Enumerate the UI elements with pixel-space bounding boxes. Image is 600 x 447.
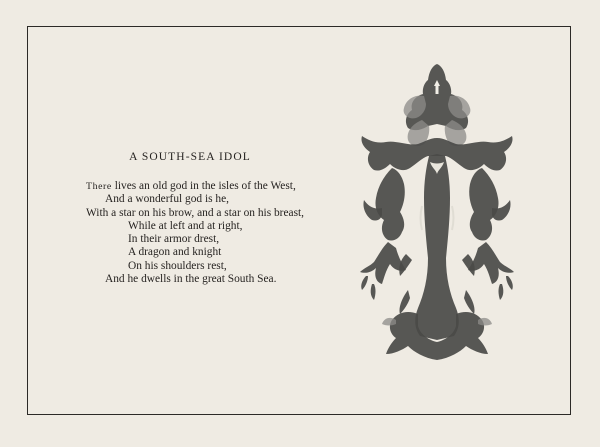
- poem-line-1-rest: lives an old god in the isles of the West,: [111, 180, 296, 192]
- poem-line-2: And a wonderful god is he,: [105, 193, 230, 206]
- poem-line-4: While at left and at right,: [128, 219, 243, 232]
- poem-line-6: A dragon and knight: [128, 246, 222, 259]
- poem-line-1: [86, 180, 304, 193]
- inkblot-idol-illustration: [352, 58, 522, 380]
- dragon-highlight-left: [421, 206, 423, 230]
- knight-highlight-right: [452, 206, 454, 230]
- poem-line-5: In their armor drest,: [128, 233, 220, 246]
- inkblot-right-half: [437, 64, 514, 360]
- poem-title: A SOUTH-SEA IDOL: [129, 151, 251, 163]
- inkblot-left-half: [360, 64, 437, 360]
- poem-line-3: With a star on his brow, and a star on his breast,: [86, 206, 305, 219]
- poem-body: [86, 180, 304, 286]
- poem-line-8: And he dwells in the great South Sea.: [105, 273, 277, 286]
- brow-highlight: [436, 86, 439, 94]
- poem-line-7: On his shoulders rest,: [128, 259, 227, 272]
- poem-first-word: There: [86, 181, 112, 192]
